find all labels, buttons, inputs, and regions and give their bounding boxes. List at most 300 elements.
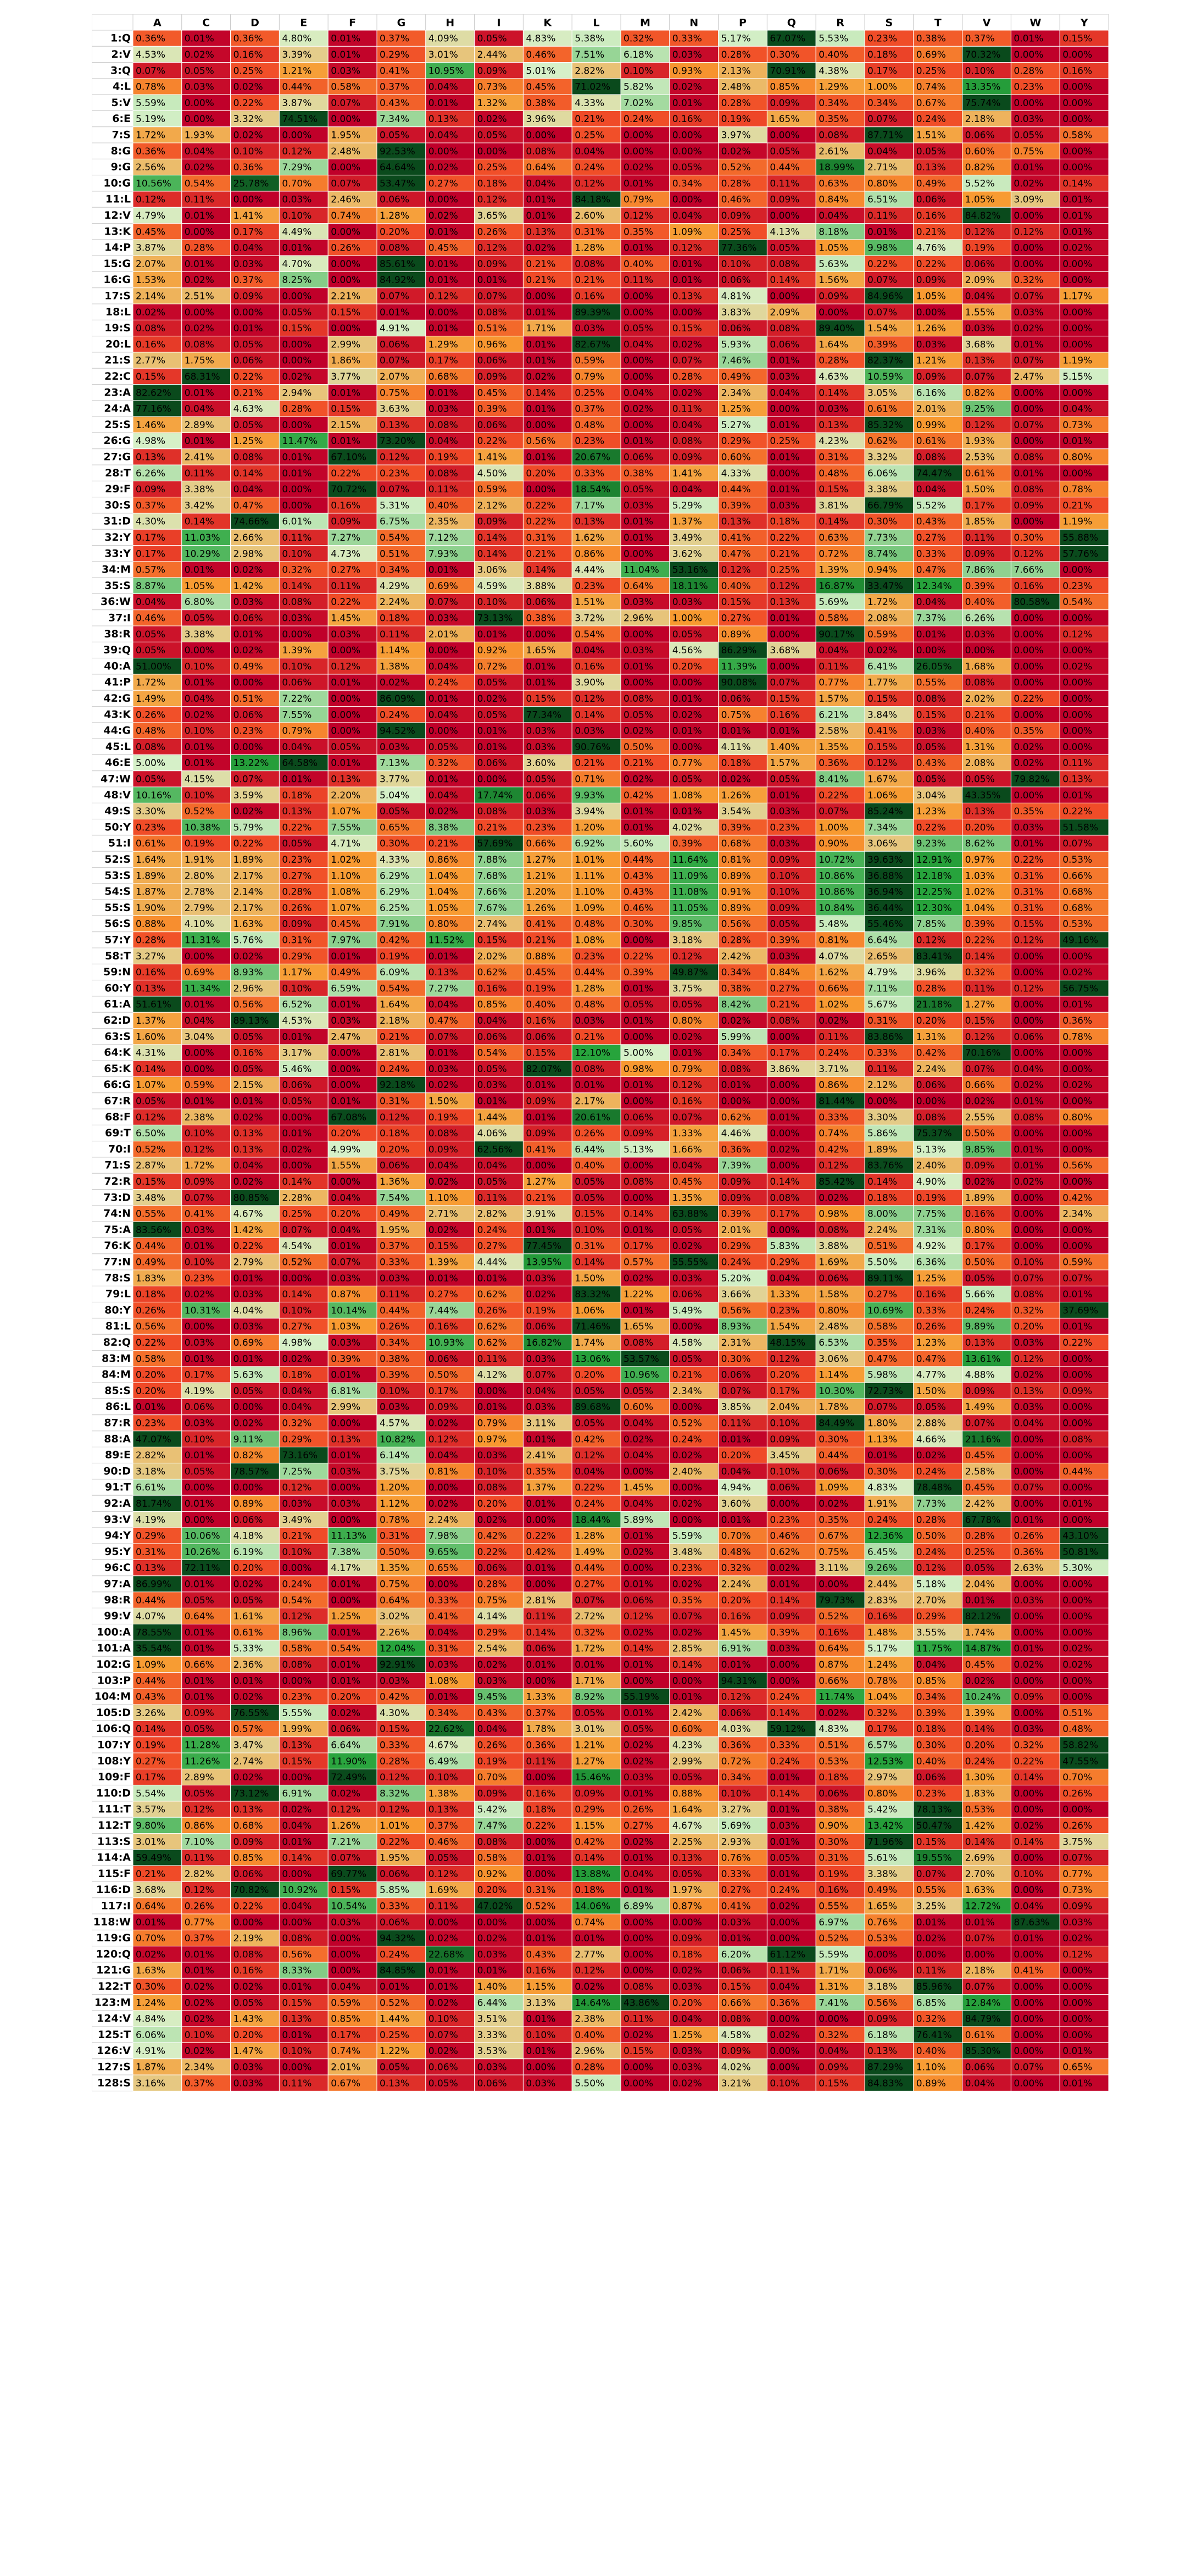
cell-value: 0.44% (282, 82, 311, 93)
cell-value: 2.04% (770, 1402, 799, 1413)
row-label: 11:L (105, 193, 131, 206)
cell-value: 0.29% (136, 1531, 165, 1542)
cell-value: 0.11% (429, 484, 458, 495)
cell-value: 5.63% (819, 259, 848, 270)
cell-value: 3.11% (819, 1563, 848, 1574)
cell-value: 0.00% (624, 146, 653, 157)
cell-value: 0.00% (770, 1080, 799, 1091)
cell-value: 0.01% (526, 356, 555, 367)
cell-value: 0.02% (331, 1708, 360, 1719)
cell-value: 0.19% (185, 839, 214, 850)
cell-value: 2.07% (136, 259, 165, 270)
cell-value: 0.22% (282, 822, 311, 833)
cell-value: 2.28% (282, 1192, 311, 1203)
cell-value: 0.52% (185, 806, 214, 817)
cell-value: 7.46% (721, 356, 751, 367)
cell-value: 9.85% (672, 919, 702, 930)
cell-value: 0.69% (916, 49, 946, 60)
cell-value: 0.22% (233, 1241, 263, 1252)
cell-value: 4.58% (672, 1337, 702, 1348)
row-label: 89:E (105, 1449, 131, 1461)
cell-value: 0.03% (185, 82, 214, 93)
cell-value: 0.01% (282, 452, 311, 463)
cell-value: 0.03% (331, 65, 360, 76)
cell-value: 0.00% (233, 1402, 263, 1413)
cell-value: 82.37% (867, 356, 903, 367)
cell-value: 0.46% (429, 1836, 458, 1847)
cell-value: 77.34% (526, 709, 561, 720)
cell-value: 3.68% (965, 339, 995, 350)
cell-value: 2.48% (331, 146, 360, 157)
cell-value: 1.37% (526, 1483, 555, 1494)
cell-value: 0.42% (575, 1836, 604, 1847)
cell-value: 0.05% (233, 1595, 263, 1606)
cell-value: 8.93% (233, 967, 263, 978)
cell-value: 56.75% (1062, 983, 1098, 994)
cell-value: 0.05% (429, 1853, 458, 1864)
cell-value: 0.27% (282, 1322, 311, 1333)
cell-value: 3.88% (819, 1241, 848, 1252)
cell-value: 1.03% (331, 1322, 360, 1333)
cell-value: 0.03% (380, 1273, 409, 1284)
cell-value: 0.02% (672, 82, 702, 93)
cell-value: 0.13% (965, 806, 995, 817)
cell-value: 4.80% (282, 34, 311, 45)
cell-value: 0.20% (233, 1563, 263, 1574)
cell-value: 11.39% (721, 661, 757, 672)
cell-value: 0.18% (867, 1192, 897, 1203)
cell-value: 6.80% (185, 597, 214, 608)
cell-value: 5.59% (672, 1531, 702, 1542)
cell-value: 83.76% (867, 1161, 903, 1172)
cell-value: 0.22% (331, 468, 360, 479)
cell-value: 1.42% (233, 581, 263, 592)
cell-value: 2.24% (380, 597, 409, 608)
cell-value: 0.88% (672, 1788, 702, 1799)
cell-value: 11.90% (331, 1756, 366, 1767)
cell-value: 0.64% (185, 1611, 214, 1622)
cell-value: 0.25% (282, 1209, 311, 1220)
cell-value: 9.85% (965, 1144, 995, 1155)
cell-value: 0.01% (1014, 839, 1043, 850)
cell-value: 0.27% (429, 178, 458, 189)
cell-value: 0.17% (624, 1241, 653, 1252)
cell-value: 5.29% (672, 500, 702, 511)
cell-value: 0.08% (965, 678, 995, 689)
row-label: 110:D (96, 1787, 131, 1799)
cell-value: 0.33% (916, 548, 946, 559)
cell-value: 0.01% (1014, 1096, 1043, 1107)
cell-value: 0.09% (477, 371, 507, 382)
cell-value: 0.19% (429, 1112, 458, 1123)
cell-value: 0.05% (624, 1386, 653, 1397)
cell-value: 0.15% (429, 1241, 458, 1252)
cell-value: 0.04% (429, 436, 458, 447)
cell-value: 11.74% (819, 1692, 854, 1703)
cell-value: 0.11% (380, 1289, 409, 1300)
cell-value: 0.00% (1062, 339, 1092, 350)
cell-value: 2.02% (477, 951, 507, 962)
cell-value: 0.10% (282, 210, 311, 221)
cell-value: 0.04% (624, 339, 653, 350)
cell-value: 0.02% (672, 709, 702, 720)
cell-value: 70.32% (965, 49, 1001, 60)
cell-value: 0.06% (380, 1869, 409, 1880)
cell-value: 0.01% (331, 436, 360, 447)
cell-value: 0.08% (770, 1192, 799, 1203)
cell-value: 0.07% (380, 484, 409, 495)
cell-value: 0.01% (624, 532, 653, 543)
cell-value: 0.26% (1062, 1788, 1092, 1799)
cell-value: 4.76% (916, 243, 946, 254)
cell-value: 0.00% (624, 1031, 653, 1042)
cell-value: 0.37% (429, 1820, 458, 1831)
cell-value: 89.68% (575, 1402, 610, 1413)
cell-value: 0.00% (770, 629, 799, 640)
row-label: 65:K (104, 1063, 131, 1075)
cell-value: 3.86% (770, 1064, 799, 1075)
cell-value: 0.03% (526, 806, 555, 817)
cell-value: 9.80% (136, 1820, 165, 1831)
cell-value: 5.85% (380, 1885, 409, 1896)
cell-value: 0.04% (1014, 1901, 1043, 1912)
cell-value: 0.03% (1014, 307, 1043, 318)
cell-value: 1.05% (185, 581, 214, 592)
cell-value: 0.11% (282, 532, 311, 543)
cell-value: 0.04% (429, 1161, 458, 1172)
cell-value: 0.68% (1062, 903, 1092, 914)
cell-value: 0.01% (331, 1579, 360, 1590)
cell-value: 0.62% (721, 1112, 751, 1123)
cell-value: 0.80% (672, 1015, 702, 1026)
cell-value: 0.14% (624, 1209, 653, 1220)
row-label: 62:D (103, 1014, 131, 1026)
cell-value: 2.41% (526, 1450, 555, 1461)
cell-value: 0.09% (185, 1708, 214, 1719)
row-label: 104:M (94, 1691, 131, 1703)
cell-value: 7.98% (429, 1531, 458, 1542)
cell-value: 3.97% (721, 130, 751, 141)
cell-value: 0.59% (185, 1080, 214, 1091)
cell-value: 2.08% (867, 613, 897, 624)
cell-value: 0.03% (331, 1498, 360, 1509)
cell-value: 0.00% (1014, 1048, 1043, 1059)
row-label: 73:D (103, 1191, 131, 1203)
cell-value: 10.93% (429, 1337, 464, 1348)
cell-value: 13.42% (867, 1820, 903, 1831)
cell-value: 0.48% (575, 919, 604, 930)
cell-value: 0.05% (672, 1772, 702, 1783)
cell-value: 78.13% (916, 1805, 952, 1816)
cell-value: 0.14% (136, 1064, 165, 1075)
cell-value: 3.62% (672, 548, 702, 559)
cell-value: 1.39% (282, 645, 311, 656)
cell-value: 0.05% (282, 839, 311, 850)
cell-value: 0.22% (233, 1901, 263, 1912)
cell-value: 0.01% (770, 1579, 799, 1590)
cell-value: 62.56% (477, 1144, 513, 1155)
cell-value: 0.03% (526, 742, 555, 753)
cell-value: 0.10% (770, 1418, 799, 1429)
cell-value: 3.60% (526, 758, 555, 769)
cell-value: 11.08% (672, 887, 708, 898)
cell-value: 7.27% (429, 983, 458, 994)
cell-value: 0.12% (477, 243, 507, 254)
cell-value: 1.33% (770, 1289, 799, 1300)
row-label: 56:S (104, 918, 131, 930)
cell-value: 0.03% (429, 404, 458, 415)
cell-value: 0.00% (672, 130, 702, 141)
cell-value: 0.02% (672, 1627, 702, 1638)
cell-value: 0.00% (624, 629, 653, 640)
cell-value: 0.02% (185, 1289, 214, 1300)
cell-value: 0.00% (185, 1064, 214, 1075)
cell-value: 0.00% (1062, 645, 1092, 656)
cell-value: 0.08% (1014, 1112, 1043, 1123)
cell-value: 0.79% (624, 195, 653, 206)
cell-value: 84.82% (965, 210, 1001, 221)
cell-value: 0.24% (770, 1756, 799, 1767)
cell-value: 0.03% (672, 49, 702, 60)
cell-value: 2.71% (867, 162, 897, 173)
cell-value: 6.53% (819, 1337, 848, 1348)
cell-value: 8.18% (819, 226, 848, 237)
cell-value: 0.00% (282, 339, 311, 350)
cell-value: 0.04% (1014, 1418, 1043, 1429)
cell-value: 0.06% (477, 356, 507, 367)
cell-value: 0.06% (526, 1031, 555, 1042)
cell-value: 0.68% (429, 371, 458, 382)
cell-value: 0.03% (770, 839, 799, 850)
cell-value: 7.37% (916, 613, 946, 624)
cell-value: 0.05% (575, 1192, 604, 1203)
cell-value: 0.03% (185, 1225, 214, 1236)
cell-value: 1.93% (185, 130, 214, 141)
cell-value: 0.03% (770, 1820, 799, 1831)
cell-value: 0.44% (819, 1450, 848, 1461)
cell-value: 53.47% (380, 178, 415, 189)
cell-value: 1.07% (331, 806, 360, 817)
row-label: 28:T (105, 467, 131, 479)
cell-value: 0.02% (477, 693, 507, 704)
cell-value: 0.01% (526, 1434, 555, 1445)
cell-value: 0.00% (770, 1128, 799, 1139)
cell-value: 0.50% (624, 742, 653, 753)
cell-value: 0.04% (624, 1498, 653, 1509)
cell-value: 47.55% (1062, 1756, 1098, 1767)
cell-value: 2.01% (916, 404, 946, 415)
cell-value: 3.09% (1014, 195, 1043, 206)
cell-value: 0.00% (624, 371, 653, 382)
cell-value: 2.24% (721, 1579, 751, 1590)
cell-value: 17.74% (477, 790, 513, 801)
cell-value: 0.00% (1014, 1128, 1043, 1139)
row-label: 37:I (108, 612, 131, 624)
cell-value: 0.15% (331, 1885, 360, 1896)
cell-value: 0.12% (1014, 548, 1043, 559)
cell-value: 7.22% (282, 693, 311, 704)
cell-value: 0.27% (624, 1820, 653, 1831)
cell-value: 0.21% (770, 548, 799, 559)
cell-value: 2.89% (185, 420, 214, 431)
cell-value: 0.04% (429, 661, 458, 672)
cell-value: 0.22% (1014, 1756, 1043, 1767)
cell-value: 18.44% (575, 1514, 610, 1525)
cell-value: 7.21% (331, 1836, 360, 1847)
cell-value: 1.39% (429, 1257, 458, 1268)
row-label: 99:V (104, 1610, 131, 1622)
cell-value: 0.16% (575, 291, 604, 302)
cell-value: 1.74% (965, 1627, 995, 1638)
cell-value: 0.04% (136, 597, 165, 608)
cell-value: 0.01% (672, 98, 702, 109)
cell-value: 1.07% (331, 903, 360, 914)
cell-value: 1.23% (916, 1337, 946, 1348)
cell-value: 0.05% (916, 1402, 946, 1413)
cell-value: 0.08% (429, 1128, 458, 1139)
cell-value: 0.50% (429, 1370, 458, 1381)
cell-value: 0.06% (721, 693, 751, 704)
cell-value: 0.05% (185, 1724, 214, 1735)
cell-value: 0.00% (1014, 259, 1043, 270)
cell-value: 5.55% (282, 1708, 311, 1719)
cell-value: 78.48% (916, 1483, 952, 1494)
cell-value: 0.01% (770, 452, 799, 463)
cell-value: 4.44% (575, 565, 604, 576)
cell-value: 0.01% (672, 806, 702, 817)
cell-value: 0.66% (185, 1659, 214, 1670)
cell-value: 0.08% (770, 259, 799, 270)
cell-value: 0.20% (916, 1015, 946, 1026)
cell-value: 0.08% (819, 1225, 848, 1236)
cell-value: 0.58% (136, 1353, 165, 1364)
cell-value: 0.00% (624, 935, 653, 946)
cell-value: 0.04% (233, 484, 263, 495)
cell-value: 0.51% (477, 323, 507, 334)
cell-value: 2.82% (575, 65, 604, 76)
cell-value: 1.65% (526, 645, 555, 656)
cell-value: 0.43% (136, 1692, 165, 1703)
cell-value: 0.00% (185, 1048, 214, 1059)
cell-value: 0.05% (282, 307, 311, 318)
cell-value: 0.02% (721, 1015, 751, 1026)
cell-value: 0.46% (136, 613, 165, 624)
cell-value: 0.10% (282, 983, 311, 994)
cell-value: 0.01% (429, 951, 458, 962)
cell-value: 1.02% (965, 887, 995, 898)
cell-value: 0.00% (1014, 1579, 1043, 1590)
cell-value: 0.41% (526, 1144, 555, 1155)
cell-value: 2.35% (429, 517, 458, 528)
cell-value: 0.26% (477, 226, 507, 237)
cell-value: 14.06% (575, 1901, 610, 1912)
cell-value: 0.53% (1062, 854, 1092, 865)
cell-value: 2.61% (819, 146, 848, 157)
cell-value: 0.26% (916, 1322, 946, 1333)
cell-value: 0.00% (526, 1675, 555, 1686)
cell-value: 82.62% (136, 387, 171, 398)
cell-value: 0.27% (721, 613, 751, 624)
cell-value: 0.31% (867, 1015, 897, 1026)
cell-value: 0.03% (1062, 1917, 1092, 1928)
cell-value: 0.09% (916, 275, 946, 286)
cell-value: 0.80% (867, 178, 897, 189)
cell-value: 20.67% (575, 452, 610, 463)
cell-value: 84.18% (575, 195, 610, 206)
row-label: 50:Y (104, 821, 131, 833)
cell-value: 0.03% (233, 1322, 263, 1333)
cell-value: 0.14% (185, 517, 214, 528)
cell-value: 2.82% (136, 1450, 165, 1461)
cell-value: 0.24% (916, 114, 946, 125)
cell-value: 0.21% (380, 1031, 409, 1042)
cell-value: 0.02% (233, 1418, 263, 1429)
cell-value: 0.37% (136, 500, 165, 511)
cell-value: 0.16% (233, 1048, 263, 1059)
cell-value: 0.44% (575, 967, 604, 978)
cell-value: 12.04% (380, 1644, 415, 1655)
cell-value: 0.20% (965, 1740, 995, 1751)
cell-value: 0.00% (624, 1096, 653, 1107)
cell-value: 0.34% (819, 98, 848, 109)
cell-value: 0.18% (380, 613, 409, 624)
cell-value: 0.12% (721, 565, 751, 576)
cell-value: 0.04% (672, 210, 702, 221)
cell-value: 0.01% (624, 983, 653, 994)
cell-value: 0.00% (916, 307, 946, 318)
cell-value: 0.12% (721, 1692, 751, 1703)
cell-value: 0.00% (185, 1483, 214, 1494)
cell-value: 55.46% (867, 919, 903, 930)
cell-value: 0.10% (770, 870, 799, 881)
cell-value: 10.92% (282, 1885, 318, 1896)
cell-value: 73.12% (233, 1788, 269, 1799)
cell-value: 1.57% (819, 693, 848, 704)
cell-value: 0.03% (916, 726, 946, 737)
cell-value: 0.39% (624, 967, 653, 978)
row-label: 2:V (111, 48, 131, 60)
row-label: 75:A (104, 1224, 131, 1236)
cell-value: 0.02% (282, 371, 311, 382)
cell-value: 0.62% (770, 1547, 799, 1558)
cell-value: 0.25% (916, 65, 946, 76)
cell-value: 0.47% (916, 1353, 946, 1364)
column-header-S: S (886, 17, 893, 29)
cell-value: 7.67% (477, 903, 507, 914)
cell-value: 0.00% (1014, 387, 1043, 398)
cell-value: 0.00% (1062, 1241, 1092, 1252)
cell-value: 1.09% (819, 1483, 848, 1494)
cell-value: 0.08% (1014, 452, 1043, 463)
cell-value: 0.01% (624, 806, 653, 817)
cell-value: 0.04% (477, 1015, 507, 1026)
cell-value: 68.31% (185, 371, 220, 382)
cell-value: 0.45% (526, 967, 555, 978)
cell-value: 0.00% (185, 307, 214, 318)
cell-value: 0.38% (916, 34, 946, 45)
cell-value: 0.00% (526, 1514, 555, 1525)
cell-value: 1.10% (575, 887, 604, 898)
cell-value: 2.81% (380, 1048, 409, 1059)
cell-value: 0.02% (1014, 742, 1043, 753)
cell-value: 2.79% (185, 903, 214, 914)
cell-value: 2.42% (672, 1708, 702, 1719)
cell-value: 2.85% (672, 1644, 702, 1655)
cell-value: 1.48% (867, 1627, 897, 1638)
row-label: 105:D (96, 1707, 131, 1719)
cell-value: 0.33% (380, 1740, 409, 1751)
cell-value: 0.05% (672, 162, 702, 173)
